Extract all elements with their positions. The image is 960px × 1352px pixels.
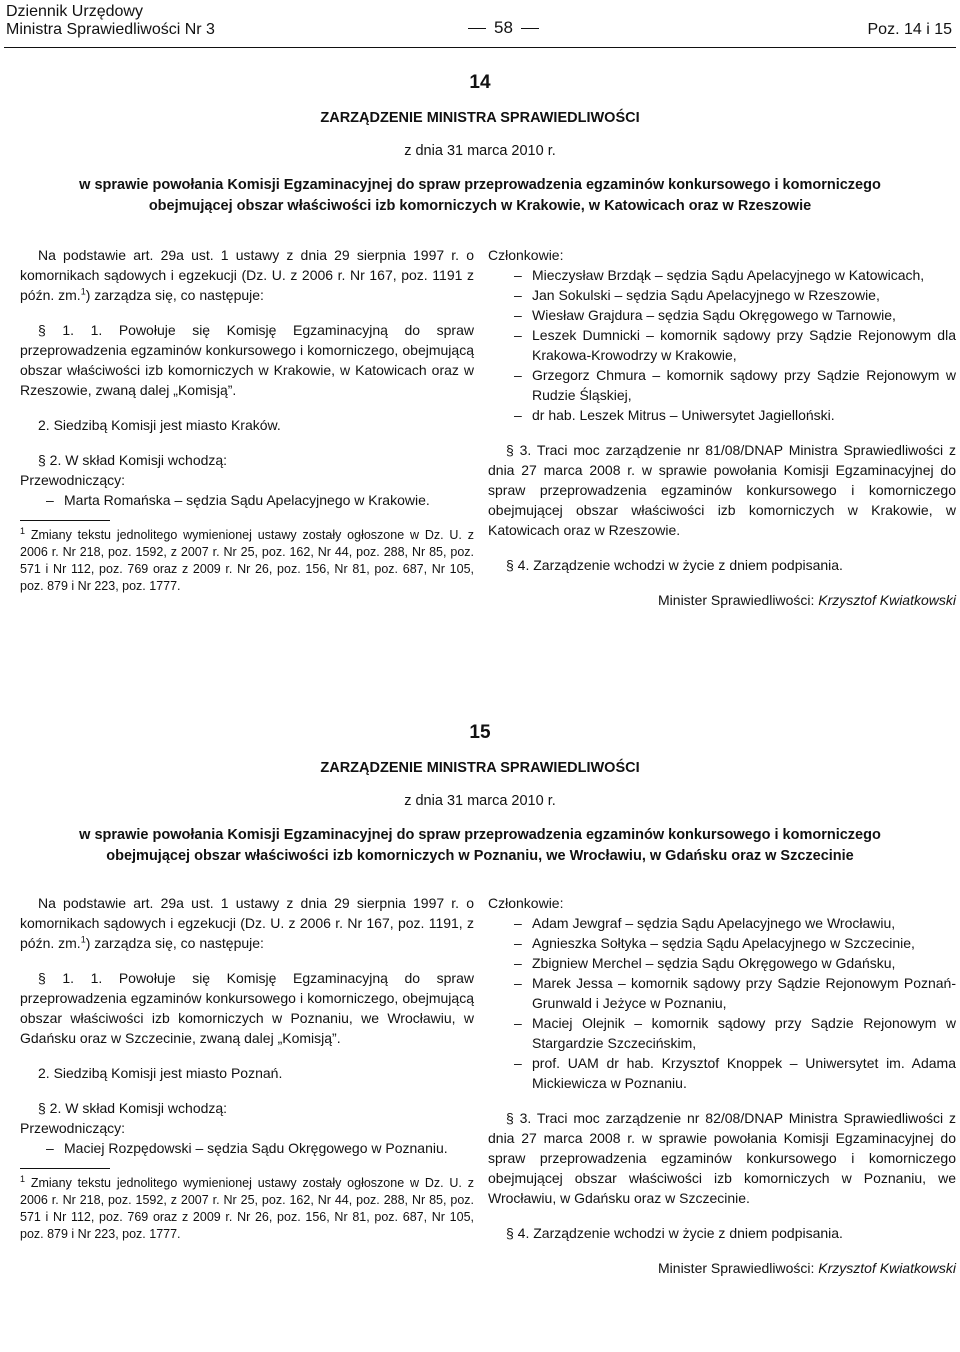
doc14-chair-label: Przewodniczący: <box>20 472 126 488</box>
doc15-intro: Na podstawie art. 29a ust. 1 ustawy z dnia 29 sierpnia 1997 r. o komornikach sądowych i egzekucji (Dz. U. z 2006 r. Nr 167, poz. 1191, z późn. zm.$^1$) zarządza się, co następuje: <box>20 895 474 951</box>
doc15-members-label: Członkowie: <box>488 895 564 911</box>
doc15-chair-label: Przewodniczący: <box>20 1120 126 1136</box>
position-label: Poz. 14 i 15 <box>867 21 952 38</box>
doc14-chair-list <box>20 490 474 510</box>
footnote-rule <box>20 1168 110 1169</box>
list-item: – prof. UAM dr hab. Krzysztof Knoppek – Uniwersytet im. Adama Mickiewicza w Poznaniu. <box>488 1053 956 1093</box>
header-rule <box>4 47 956 48</box>
doc14-date: z dnia 31 marca 2010 r. <box>404 143 556 159</box>
doc15-chair-list <box>20 1138 474 1158</box>
doc14-members-label: Członkowie: <box>488 247 564 263</box>
doc14-title: ZARZĄDZENIE MINISTRA SPRAWIEDLIWOŚCI <box>320 110 640 126</box>
doc14-par2: § 2. W skład Komisji wchodzą: <box>38 452 228 468</box>
doc15-par1: § 1. 1. Powołuje się Komisję Egzaminacyjną do spraw przeprowadzenia egzaminów konkursowego i komorniczego, obejmującą obszar właściwości izb komorniczych w Poznaniu, we Wrocławiu, w Gdańsku oraz w Szczecinie, zwaną dalej „Komisją”. <box>20 970 474 1046</box>
doc15-par4: § 4. Zarządzenie wchodzi w życie z dniem podpisania. <box>506 1225 843 1241</box>
list-item: – Maciej Olejnik – komornik sądowy przy Sądzie Rejonowym w Stargardzie Szczecińskim, <box>488 1013 956 1053</box>
list-item: – Wiesław Grajdura – sędzia Sądu Okręgowego w Tarnowie, <box>488 305 956 325</box>
doc15-members-list <box>488 913 956 1093</box>
doc15-subject: w sprawie powołania Komisji Egzaminacyjnej do spraw przeprowadzenia egzaminów konkursowego i komorniczego obejmującej obszar właściwości izb komorniczych w Poznaniu, we Wrocławiu, w Gdańsku oraz w Szczecinie <box>79 827 881 864</box>
doc15-par1-2: 2. Siedzibą Komisji jest miasto Poznań. <box>38 1065 283 1081</box>
list-item: – Zbigniew Merchel – sędzia Sądu Okręgowego w Gdańsku, <box>488 953 956 973</box>
doc14-right-column <box>488 245 956 610</box>
doc15-signature: Minister Sprawiedliwości: Krzysztof Kwiatkowski <box>658 1260 956 1276</box>
doc15-number: 15 <box>469 722 491 743</box>
doc14-par1: § 1. 1. Powołuje się Komisję Egzaminacyjną do spraw przeprowadzenia egzaminów konkursowego i komorniczego, obejmującą obszar właściwości izb komorniczych w Krakowie, w Katowicach oraz w Rzeszowie, zwaną dalej „Komisją”. <box>20 322 474 398</box>
list-item: – Mieczysław Brzdąk – sędzia Sądu Apelacyjnego w Katowicach, <box>488 265 956 285</box>
doc15-heading <box>0 722 960 867</box>
doc14-subject: w sprawie powołania Komisji Egzaminacyjnej do spraw przeprowadzenia egzaminów konkursowego i komorniczego obejmującej obszar właściwości izb komorniczych w Krakowie, w Katowicach oraz w Rzeszowie <box>79 177 881 214</box>
page-header <box>0 0 960 48</box>
doc14-par3: § 3. Traci moc zarządzenie nr 81/08/DNAP Ministra Sprawiedliwości z dnia 27 marca 2008 r. w sprawie powołania Komisji Egzaminacyjnej do spraw przeprowadzenia egzaminów konkursowego i komorniczego obejmującej obszar właściwości izb komorniczych w Krakowie, w Katowicach oraz w Rzeszowie. <box>488 442 956 538</box>
doc15-title: ZARZĄDZENIE MINISTRA SPRAWIEDLIWOŚCI <box>320 760 640 776</box>
doc14-heading <box>0 72 960 217</box>
list-item: – Jan Sokulski – sędzia Sądu Apelacyjnego w Rzeszowie, <box>488 285 956 305</box>
list-item: – Agnieszka Sołtyka – sędzia Sądu Apelacyjnego w Szczecinie, <box>488 933 956 953</box>
list-item: – Adam Jewgraf – sędzia Sądu Apelacyjnego we Wrocławiu, <box>488 913 956 933</box>
doc15-footnote: $^1$ Zmiany tekstu jednolitego wymienionej ustawy zostały ogłoszone w Dz. U. z 2006 r. Nr 218, poz. 1592, z 2007 r. Nr 25, poz. 162, Nr 44, poz. 288, Nr 85, poz. 571 i Nr 112, poz. 769 oraz z 2009 r. Nr 26, poz. 156, Nr 81, poz. 687, Nr 105, poz. 879 i Nr 223, poz. 1777. <box>20 1173 474 1241</box>
doc15-right-column <box>488 893 956 1278</box>
doc15-par2: § 2. W skład Komisji wchodzą: <box>38 1100 228 1116</box>
doc15-chair: – Maciej Rozpędowski – sędzia Sądu Okręgowego w Poznaniu. <box>20 1138 474 1158</box>
doc14-signature: Minister Sprawiedliwości: Krzysztof Kwiatkowski <box>658 592 956 608</box>
list-item: – Leszek Dumnicki – komornik sądowy przy Sądzie Rejonowym dla Krakowa-Krowodrzy w Krakowie, <box>488 325 956 365</box>
doc14-members-list <box>488 265 956 425</box>
doc15-date: z dnia 31 marca 2010 r. <box>404 793 556 809</box>
doc14-par4: § 4. Zarządzenie wchodzi w życie z dniem podpisania. <box>506 557 843 573</box>
page-number: 58 <box>460 18 547 38</box>
doc14-intro: Na podstawie art. 29a ust. 1 ustawy z dnia 29 sierpnia 1997 r. o komornikach sądowych i egzekucji (Dz. U. z 2006 r. Nr 167, poz. 1191 z późn. zm.$^1$) zarządza się, co następuje: <box>20 247 474 303</box>
list-item: – Grzegorz Chmura – komornik sądowy przy Sądzie Rejonowym w Rudzie Śląskiej, <box>488 365 956 405</box>
doc14-number: 14 <box>469 72 491 93</box>
doc15-left-column <box>20 893 474 1243</box>
doc14-chair: – Marta Romańska – sędzia Sądu Apelacyjnego w Krakowie. <box>20 490 474 510</box>
footnote-rule <box>20 520 110 521</box>
journal-issue: Ministra Sprawiedliwości Nr 3 <box>6 21 215 38</box>
doc15-par3: § 3. Traci moc zarządzenie nr 82/08/DNAP Ministra Sprawiedliwości z dnia 27 marca 2008 r. w sprawie powołania Komisji Egzaminacyjnej do spraw przeprowadzenia egzaminów konkursowego i komorniczego obejmującej obszar właściwości izb komorniczych w Poznaniu, we Wrocławiu, w Gdańsku oraz w Szczecinie. <box>488 1110 956 1206</box>
doc14-footnote: $^1$ Zmiany tekstu jednolitego wymienionej ustawy zostały ogłoszone w Dz. U. z 2006 r. Nr 218, poz. 1592, z 2007 r. Nr 25, poz. 162, Nr 44, poz. 288, Nr 85, poz. 571 i Nr 112, poz. 769 oraz z 2009 r. Nr 26, poz. 156, Nr 81, poz. 687, Nr 105, poz. 879 i Nr 223, poz. 1777. <box>20 525 474 593</box>
journal-name: Dziennik Urzędowy <box>6 3 143 20</box>
doc14-par1-2: 2. Siedzibą Komisji jest miasto Kraków. <box>38 417 281 433</box>
doc14-left-column <box>20 245 474 595</box>
list-item: – dr hab. Leszek Mitrus – Uniwersytet Jagielloński. <box>488 405 956 425</box>
list-item: – Marek Jessa – komornik sądowy przy Sądzie Rejonowym Poznań-Grunwald i Jeżyce w Poznaniu, <box>488 973 956 1013</box>
